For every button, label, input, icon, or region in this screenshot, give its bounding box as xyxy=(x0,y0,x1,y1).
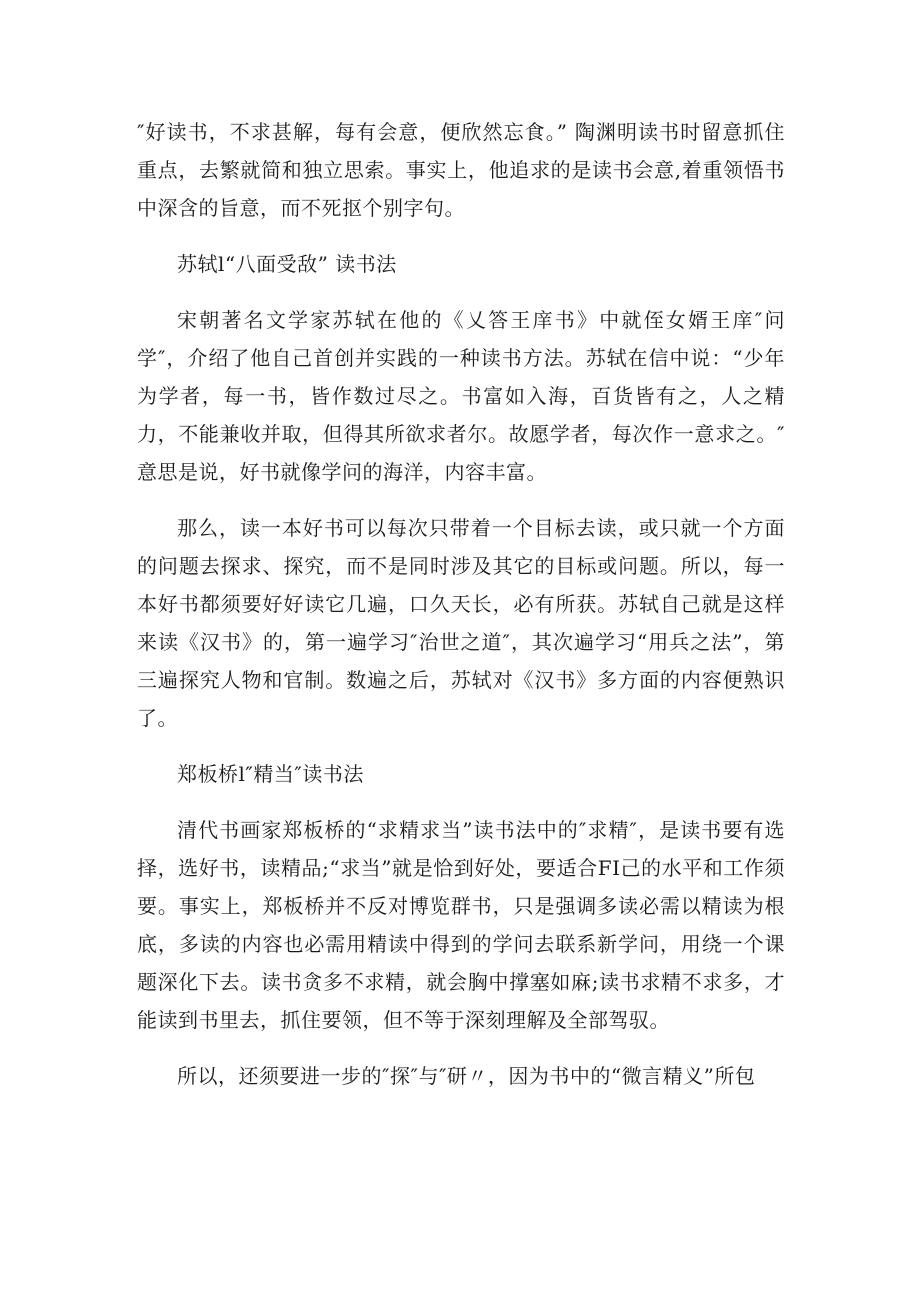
paragraph-tao-yuanming: ″好读书，不求甚解，每有会意，便欣然忘食。” 陶渊明读书时留意抓住重点，去繁就简和独立思索。事实上，他追求的是读书会意,着重领悟书中深含的旨意，而不死抠个别字句。 xyxy=(137,120,785,220)
section-heading-zheng-banqiao: 郑板桥l″精当″读书法 xyxy=(177,762,364,786)
paragraph-zheng-banqiao-method: 清代书画家郑板桥的“求精求当”读书法中的″求精″，是读书要有选择，选好书，读精品;“求当”就是恰到好处，要适合FI己的水平和工作须要。事实上，郑板桥并不反对博览群书，只是强调多读必需以精读为根底，多读的内容也必需用精读中得到的学问去联系新学问，用绕一个课题深化下去。读书贪多不求精，就会胸中撑塞如麻;读书求精不求多，才能读到书里去，抓住要领，但不等于深刻理解及全部驾驭。 xyxy=(137,818,785,1032)
paragraph-su-shi-letter: 宋朝著名文学家苏轼在他的《乂答王庠书》中就侄女婿王庠″问学″，介绍了他自己首创并实践的一种读书方法。苏轼在信中说：“少年为学者，每一书，皆作数过尽之。书富如入海，百货皆有之，人之精力，不能兼收并取，但得其所欲求者尔。故愿学者，每次作一意求之。″意思是说，好书就像学问的海洋，内容丰富。 xyxy=(137,308,785,484)
paragraph-further-study: 所以，还须要进一步的″探″与″研〃，因为书中的“微言精义”所包 xyxy=(177,1064,756,1088)
section-heading-su-shi: 苏轼l“八面受敌” 读书法 xyxy=(177,252,397,276)
document-body xyxy=(137,113,785,1113)
paragraph-su-shi-method: 那么，读一本好书可以每次只带着一个目标去读，或只就一个方面的问题去探求、探究，而不是同时涉及其它的目标或问题。所以，每一本好书都须要好好读它几遍，口久天长，必有所获。苏轼自己就是这样来读《汉书》的，第一遍学习″治世之道″，其次遍学习“用兵之法”，第三遍探究人物和官制。数遍之后，苏轼对《汉书》多方面的内容便熟识了。 xyxy=(137,516,785,730)
